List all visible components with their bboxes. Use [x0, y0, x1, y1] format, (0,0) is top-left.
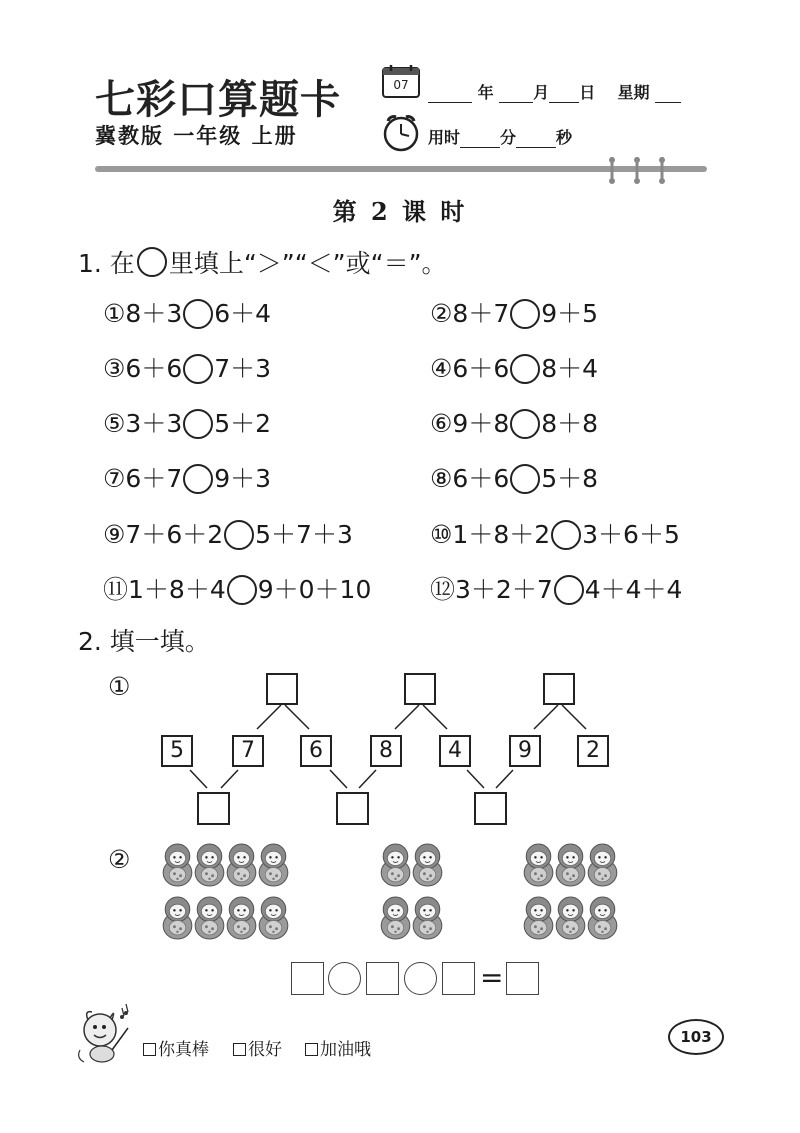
problem-right-expression: 5＋2: [214, 409, 272, 438]
matryoshka-doll-icon: [555, 843, 586, 887]
problem-left-expression: 6＋6: [452, 354, 510, 383]
part2-number: ②: [108, 845, 131, 874]
matryoshka-doll-icon: [523, 843, 554, 887]
book-brand-title: 七彩口算题卡: [95, 76, 341, 123]
problem-left-expression: 8＋7: [452, 299, 510, 328]
matryoshka-doll-icon: [412, 896, 443, 940]
time-used-label: 用时: [428, 128, 461, 147]
problem-right-expression: 9＋5: [541, 299, 599, 328]
problem-right-expression: 5＋8: [541, 464, 599, 493]
part1-number: ①: [108, 672, 131, 701]
equation-operator-circle[interactable]: [328, 962, 361, 995]
problem-right-expression: 9＋3: [214, 464, 272, 493]
matryoshka-doll-icon: [226, 843, 257, 887]
checkbox-icon[interactable]: [305, 1043, 318, 1056]
problem-number: ⑧: [430, 464, 453, 493]
section1-title-tail: 里填上“＞”“＜”或“＝”。: [168, 249, 447, 278]
matryoshka-doll-icon: [380, 896, 411, 940]
matryoshka-doll-icon: [194, 896, 225, 940]
matryoshka-doll-icon: [258, 896, 289, 940]
problem-number: ①: [103, 299, 126, 328]
problem-right-expression: 9＋0＋10: [257, 575, 372, 604]
section2-title: 2. 填一填。: [78, 627, 210, 656]
matryoshka-doll-icon: [412, 843, 443, 887]
problem-right-expression: 6＋4: [214, 299, 272, 328]
tree-top-answer-box[interactable]: [404, 673, 436, 705]
problem-number: ⑤: [103, 409, 126, 438]
day-label: 日: [579, 83, 596, 102]
matryoshka-doll-icon: [162, 896, 193, 940]
calendar-day: 07: [393, 78, 409, 92]
problem-number: ②: [430, 299, 453, 328]
matryoshka-doll-icon: [380, 843, 411, 887]
problem-left-expression: 6＋7: [125, 464, 183, 493]
problem-right-expression: 4＋4＋4: [584, 575, 683, 604]
matryoshka-doll-icon: [587, 843, 618, 887]
matryoshka-doll-icon: [587, 896, 618, 940]
problem-left-expression: 6＋6: [452, 464, 510, 493]
equation-result-box[interactable]: [506, 962, 539, 995]
problem-right-expression: 5＋7＋3: [255, 520, 353, 549]
number-box: 8: [370, 735, 402, 767]
seconds-label: 秒: [556, 128, 573, 147]
matryoshka-doll-icon: [523, 896, 554, 940]
tree-bottom-answer-box[interactable]: [197, 792, 230, 825]
rating-label: 加油哦: [320, 1040, 371, 1060]
tree-bottom-answer-box[interactable]: [474, 792, 507, 825]
problem-number: ⑩: [430, 520, 453, 549]
checkbox-icon[interactable]: [143, 1043, 156, 1056]
problem-left-expression: 3＋2＋7: [455, 575, 553, 604]
matryoshka-doll-icon: [258, 843, 289, 887]
year-label: 年: [477, 83, 494, 102]
tree-top-answer-box[interactable]: [266, 673, 298, 705]
problem-left-expression: 8＋3: [125, 299, 183, 328]
tree-top-answer-box[interactable]: [543, 673, 575, 705]
book-edition: 冀教版 一年级 上册: [95, 123, 298, 148]
problem-left-expression: 3＋3: [125, 409, 183, 438]
problem-right-expression: 7＋3: [214, 354, 272, 383]
rating-option-good[interactable]: [233, 1035, 282, 1060]
cartoon-musician-icon: [70, 1000, 138, 1068]
matryoshka-doll-icon: [226, 896, 257, 940]
equation-number-box[interactable]: [291, 962, 324, 995]
problem-left-expression: 9＋8: [452, 409, 510, 438]
rating-option-keep-going[interactable]: [305, 1035, 371, 1060]
problem-number: ⑦: [103, 464, 126, 493]
problem-left-expression: 6＋6: [125, 354, 183, 383]
month-label: 月: [533, 83, 550, 102]
lesson-title: 第 2 课 时: [332, 197, 468, 226]
problem-number: ③: [103, 354, 126, 383]
number-box: 6: [300, 735, 332, 767]
checkbox-icon[interactable]: [233, 1043, 246, 1056]
number-box: 2: [577, 735, 609, 767]
matryoshka-doll-icon: [555, 896, 586, 940]
tree-bottom-answer-box[interactable]: [336, 792, 369, 825]
equation-number-box[interactable]: [366, 962, 399, 995]
problem-right-expression: 8＋8: [541, 409, 599, 438]
rating-label: 你真棒: [158, 1040, 209, 1060]
number-box: 9: [509, 735, 541, 767]
equals-sign: =: [480, 961, 504, 994]
problem-number: ⑥: [430, 409, 453, 438]
equation-operator-circle[interactable]: [404, 962, 437, 995]
problem-right-expression: 8＋4: [541, 354, 599, 383]
section1-title-head: 1. 在: [78, 249, 135, 278]
problem-number: ⑫: [430, 575, 456, 604]
problem-left-expression: 7＋6＋2: [125, 520, 224, 549]
page-number: 103: [668, 1019, 724, 1055]
number-box: 4: [439, 735, 471, 767]
number-box: 7: [232, 735, 264, 767]
weekday-label: 星期: [617, 83, 650, 102]
problem-left-expression: 1＋8＋4: [128, 575, 226, 604]
problem-right-expression: 3＋6＋5: [582, 520, 680, 549]
rating-option-great[interactable]: [143, 1035, 209, 1060]
problem-left-expression: 1＋8＋2: [452, 520, 551, 549]
matryoshka-doll-icon: [162, 843, 193, 887]
problem-number: ⑨: [103, 520, 126, 549]
number-box: 5: [161, 735, 193, 767]
problem-number: ⑪: [103, 575, 129, 604]
rating-label: 很好: [248, 1040, 282, 1060]
equation-number-box[interactable]: [442, 962, 475, 995]
minutes-label: 分: [500, 128, 517, 147]
problem-number: ④: [430, 354, 453, 383]
matryoshka-doll-icon: [194, 843, 225, 887]
